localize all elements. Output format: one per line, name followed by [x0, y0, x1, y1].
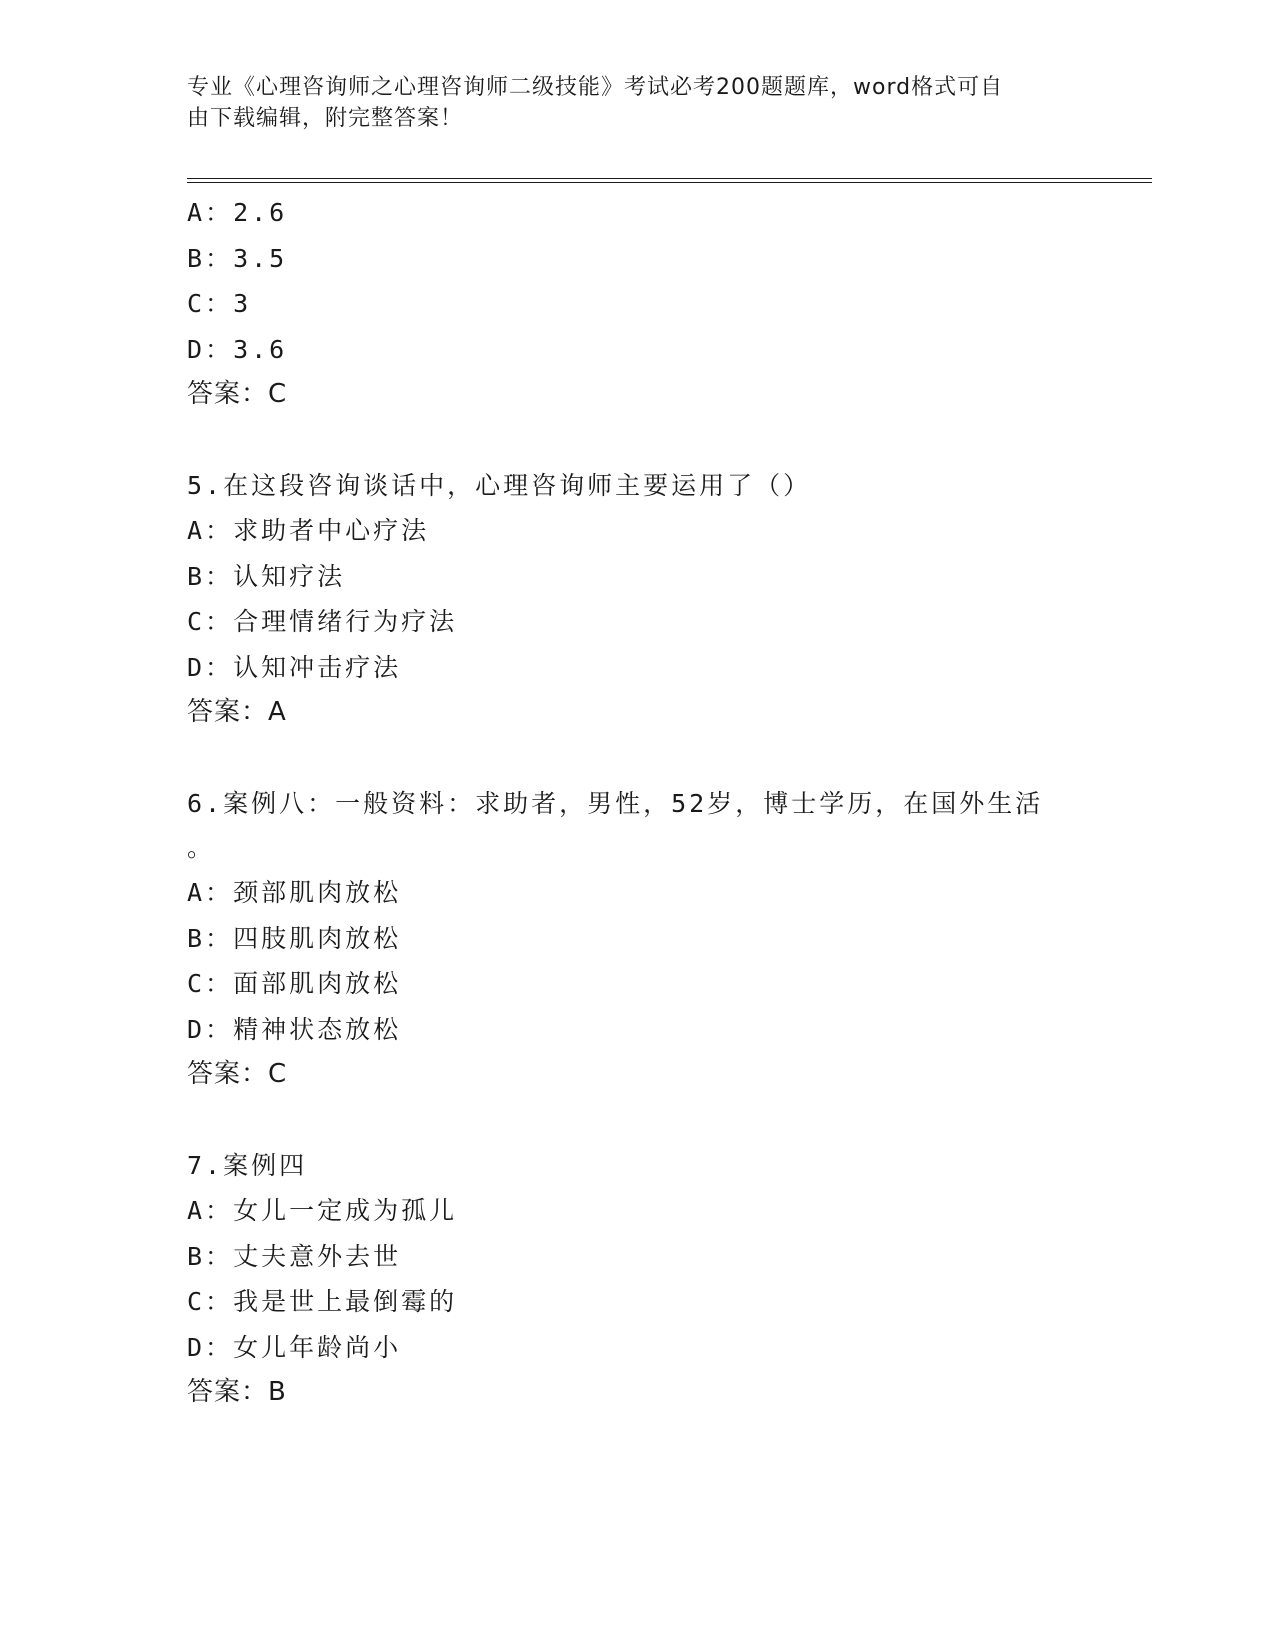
question-stem: 7.案例四	[187, 1150, 308, 1180]
document-header	[187, 72, 1067, 134]
option-b: B：认知疗法	[187, 561, 346, 591]
question-stem: 5.在这段咨询谈话中，心理咨询师主要运用了（）	[187, 470, 812, 500]
option-b: B：丈夫意外去世	[187, 1241, 402, 1271]
answer-line: 答案：B	[187, 1377, 287, 1407]
answer-line: 答案：C	[187, 1059, 288, 1089]
option-b: B：3.5	[187, 243, 288, 273]
header-line-2: 由下载编辑，附完整答案！	[187, 106, 464, 131]
header-divider-bottom	[187, 182, 1152, 183]
option-d: D：精神状态放松	[187, 1014, 402, 1044]
header-line-1: 专业《心理咨询师之心理咨询师二级技能》考试必考200题题库，word格式可自	[187, 75, 1004, 100]
option-b: B：四肢肌肉放松	[187, 923, 402, 953]
question-5	[187, 463, 1087, 736]
spacer	[187, 1098, 1087, 1143]
option-a: A：颈部肌肉放松	[187, 878, 402, 907]
question-list	[187, 190, 1087, 1416]
option-a: A：女儿一定成为孤儿	[187, 1196, 458, 1225]
question-4-options	[187, 190, 1087, 418]
answer-line: 答案：A	[187, 697, 287, 727]
option-d: D：3.6	[187, 334, 288, 364]
option-a: A：2.6	[187, 198, 288, 227]
option-d: D：认知冲击疗法	[187, 652, 402, 682]
spacer	[187, 736, 1087, 781]
option-d: D：女儿年龄尚小	[187, 1332, 402, 1362]
question-stem: 6.案例八：一般资料：求助者，男性，52岁，博士学历，在国外生活	[187, 788, 1044, 818]
option-c: C：合理情绪行为疗法	[187, 607, 458, 636]
question-stem-continuation: 。	[187, 833, 216, 862]
option-c: C：面部肌肉放松	[187, 969, 402, 998]
option-a: A：求助者中心疗法	[187, 516, 430, 545]
header-divider-top	[187, 178, 1152, 179]
question-6	[187, 781, 1087, 1098]
spacer	[187, 418, 1087, 463]
option-c: C：我是世上最倒霉的	[187, 1287, 458, 1316]
option-c: C：3	[187, 289, 252, 318]
answer-line: 答案：C	[187, 379, 288, 409]
question-7	[187, 1143, 1087, 1416]
